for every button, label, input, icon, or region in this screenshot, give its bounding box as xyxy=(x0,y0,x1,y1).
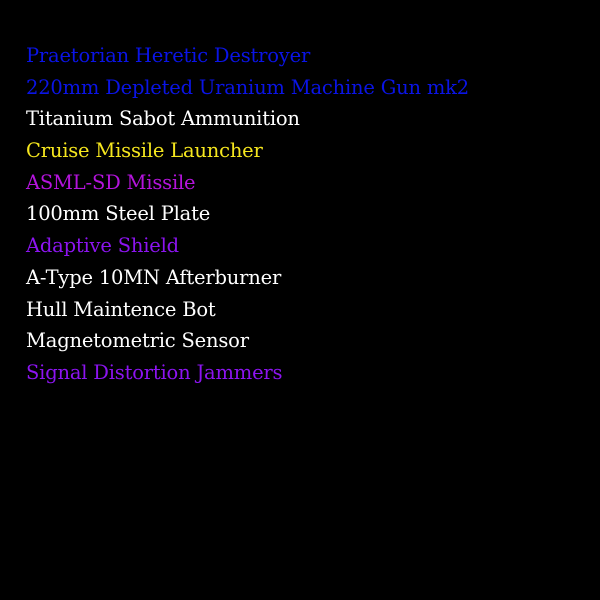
module-afterburner: A-Type 10MN Afterburner xyxy=(26,265,282,289)
ship-fitting-list xyxy=(26,40,469,389)
module-sensor: Magnetometric Sensor xyxy=(26,329,249,353)
module-armor-plate: 100mm Steel Plate xyxy=(26,202,211,226)
module-missile-launcher: Cruise Missile Launcher xyxy=(26,139,263,163)
module-repair-bot: Hull Maintence Bot xyxy=(26,297,216,321)
module-weapon-gun: 220mm Depleted Uranium Machine Gun mk2 xyxy=(26,75,469,99)
module-jammer: Signal Distortion Jammers xyxy=(26,360,283,384)
module-ammunition: Titanium Sabot Ammunition xyxy=(26,107,300,131)
ship-name: Praetorian Heretic Destroyer xyxy=(26,44,311,67)
module-shield: Adaptive Shield xyxy=(26,234,179,258)
module-missile: ASML-SD Missile xyxy=(26,170,196,194)
